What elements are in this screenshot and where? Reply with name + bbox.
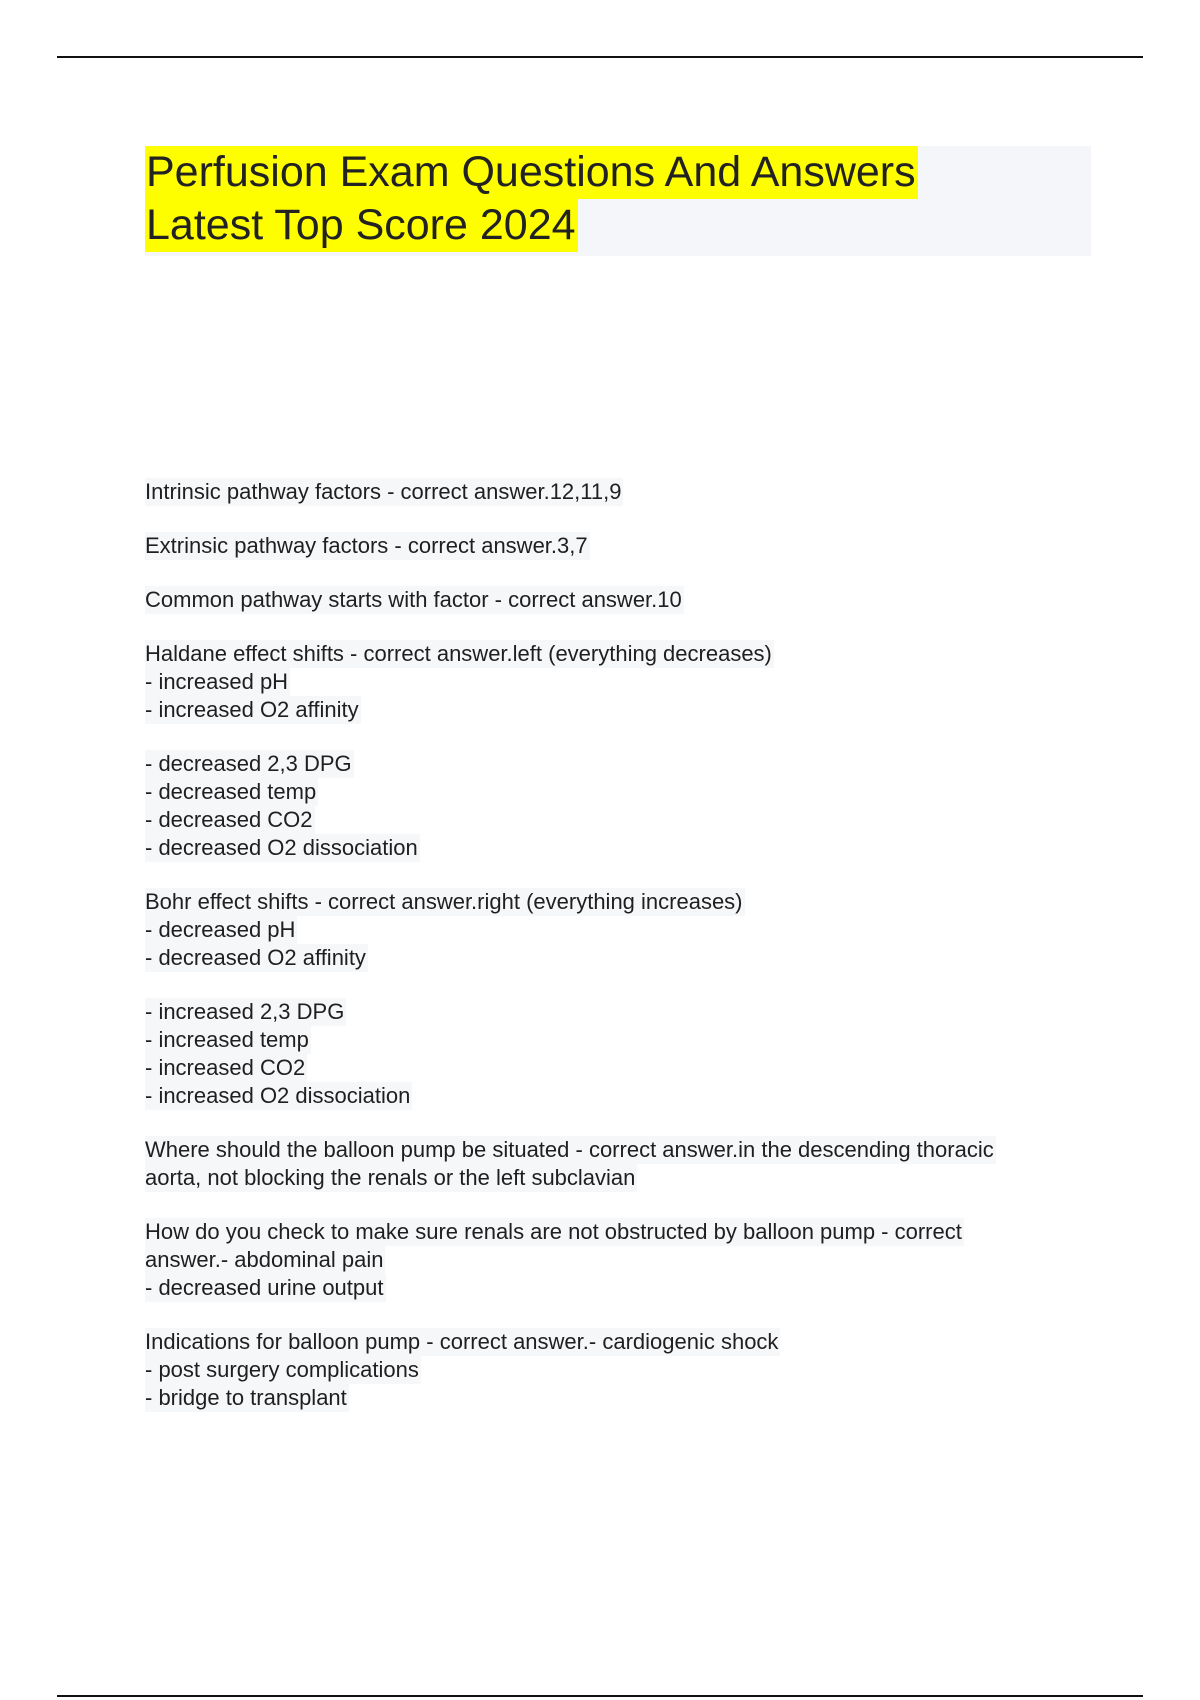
qa-line: - bridge to transplant <box>145 1385 347 1410</box>
qa-item-haldane <box>145 640 1085 862</box>
qa-line: - increased O2 dissociation <box>145 1083 411 1108</box>
qa-line: Where should the balloon pump be situated - correct answer.in the descending thoracic <box>145 1137 994 1162</box>
qa-line: Bohr effect shifts - correct answer.right (everything increases) <box>145 889 743 914</box>
qa-subgroup <box>145 750 1085 862</box>
title-line-1: Perfusion Exam Questions And Answers <box>145 146 918 199</box>
qa-line: Intrinsic pathway factors - correct answer.12,11,9 <box>145 479 622 504</box>
qa-line: - post surgery complications <box>145 1357 419 1382</box>
qa-item-balloon-indications <box>145 1328 1085 1412</box>
qa-line: - decreased O2 affinity <box>145 945 366 970</box>
qa-item-extrinsic <box>145 532 1085 560</box>
qa-line: - decreased CO2 <box>145 807 313 832</box>
bottom-divider <box>57 1695 1143 1697</box>
qa-line: - increased 2,3 DPG <box>145 999 345 1024</box>
qa-line: - decreased urine output <box>145 1275 384 1300</box>
top-divider <box>57 56 1143 58</box>
document-title <box>145 146 1091 256</box>
qa-line: aorta, not blocking the renals or the left subclavian <box>145 1165 636 1190</box>
qa-item-balloon-position <box>145 1136 1085 1192</box>
qa-line: - increased CO2 <box>145 1055 306 1080</box>
qa-line: - decreased temp <box>145 779 317 804</box>
qa-line: Common pathway starts with factor - correct answer.10 <box>145 587 682 612</box>
qa-item-common <box>145 586 1085 614</box>
qa-line: - decreased O2 dissociation <box>145 835 418 860</box>
qa-line: - increased temp <box>145 1027 309 1052</box>
qa-line: - decreased 2,3 DPG <box>145 751 352 776</box>
qa-subgroup <box>145 998 1085 1110</box>
qa-line: Haldane effect shifts - correct answer.left (everything decreases) <box>145 641 772 666</box>
qa-line: - increased pH <box>145 669 289 694</box>
qa-line: answer.- abdominal pain <box>145 1247 384 1272</box>
qa-line: Extrinsic pathway factors - correct answer.3,7 <box>145 533 588 558</box>
qa-item-intrinsic <box>145 478 1085 506</box>
qa-item-bohr <box>145 888 1085 1110</box>
qa-item-renal-check <box>145 1218 1085 1302</box>
qa-list <box>145 478 1085 1438</box>
qa-line: How do you check to make sure renals are not obstructed by balloon pump - correct <box>145 1219 962 1244</box>
qa-line: Indications for balloon pump - correct answer.- cardiogenic shock <box>145 1329 779 1354</box>
title-line-2: Latest Top Score 2024 <box>145 199 578 252</box>
qa-line: - decreased pH <box>145 917 296 942</box>
qa-line: - increased O2 affinity <box>145 697 359 722</box>
